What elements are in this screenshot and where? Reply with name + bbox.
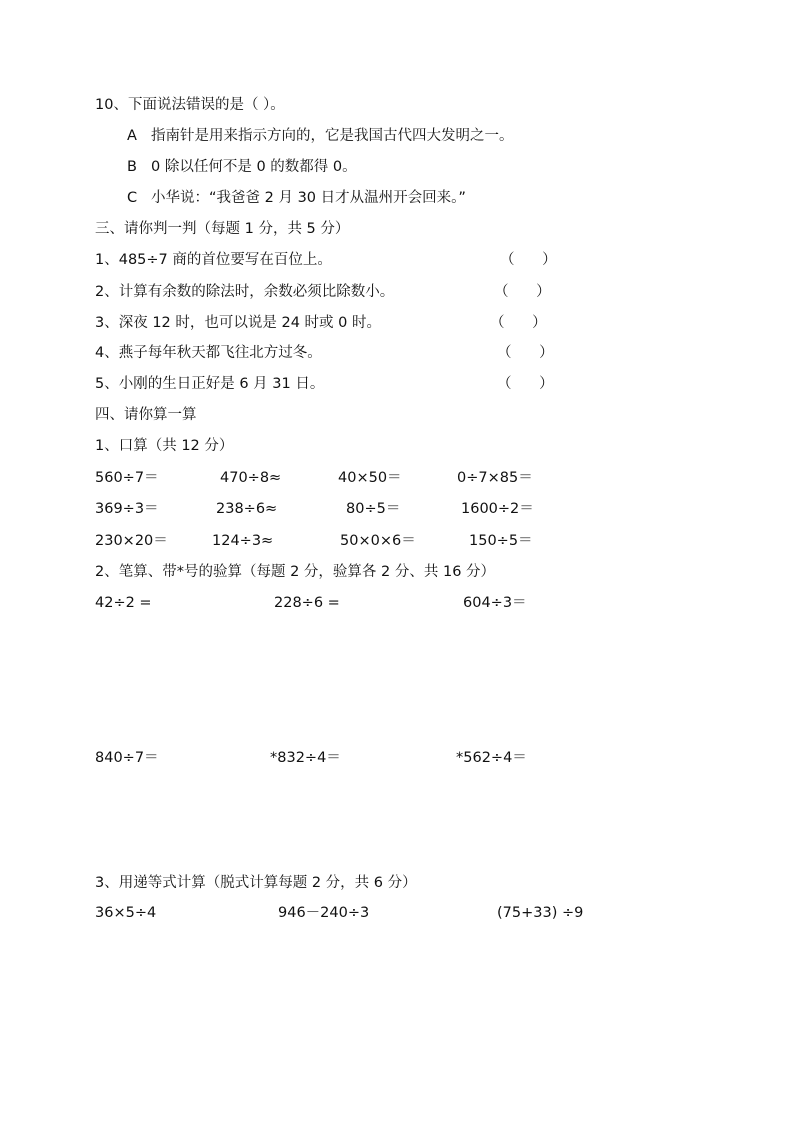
oral-calc-r3-c3: 50×0×6＝ (340, 533, 416, 549)
stepwise-calc-2: 946－240÷3 (278, 905, 370, 921)
written-calc-6: *562÷4＝ (456, 750, 527, 766)
judge-item-4: 4、燕子每年秋天都飞往北方过冬。 (95, 345, 322, 361)
written-calc-1: 42÷2 = (95, 595, 152, 611)
question-10-option-b (127, 157, 357, 177)
judge-answer-blank-3[interactable]: （ ） (490, 315, 547, 331)
option-text: 指南针是用来指示方向的，它是我国古代四大发明之一。 (151, 128, 514, 144)
oral-calc-r3-c1: 230×20＝ (95, 533, 168, 549)
judge-item-3: 3、深夜 12 时，也可以说是 24 时或 0 时。 (95, 315, 382, 331)
oral-calc-r1-c3: 40×50＝ (338, 470, 402, 486)
option-label: A (127, 128, 137, 144)
judge-item-5: 5、小刚的生日正好是 6 月 31 日。 (95, 376, 325, 392)
written-calc-3: 604÷3＝ (463, 595, 527, 611)
oral-calc-title: 1、口算（共 12 分） (95, 438, 234, 454)
oral-calc-r1-c2: 470÷8≈ (220, 470, 282, 486)
option-text: 小华说：“我爸爸 2 月 30 日才从温州开会回来。” (151, 190, 466, 206)
judge-item-1: 1、485÷7 商的首位要写在百位上。 (95, 252, 332, 268)
oral-calc-r1-c4: 0÷7×85＝ (457, 470, 533, 486)
stepwise-calc-title: 3、用递等式计算（脱式计算每题 2 分，共 6 分） (95, 875, 417, 891)
written-calc-4: 840÷7＝ (95, 750, 159, 766)
question-10-option-c (127, 188, 466, 208)
question-10-option-a (127, 126, 514, 146)
judge-answer-blank-4[interactable]: （ ） (497, 345, 554, 361)
oral-calc-r2-c2: 238÷6≈ (216, 501, 278, 517)
option-label: B (127, 159, 137, 175)
stepwise-calc-3: (75+33) ÷9 (497, 905, 584, 921)
oral-calc-r2-c3: 80÷5＝ (346, 501, 401, 517)
oral-calc-r1-c1: 560÷7＝ (95, 470, 159, 486)
stepwise-calc-1: 36×5÷4 (95, 905, 157, 921)
question-10-stem: 10、下面说法错误的是（ ）。 (95, 97, 285, 113)
oral-calc-r2-c1: 369÷3＝ (95, 501, 159, 517)
oral-calc-r2-c4: 1600÷2＝ (461, 501, 534, 517)
judge-answer-blank-5[interactable]: （ ） (497, 376, 554, 392)
section-3-title: 三、请你判一判（每题 1 分，共 5 分） (95, 221, 350, 237)
option-label: C (127, 190, 138, 206)
oral-calc-r3-c4: 150÷5＝ (469, 533, 533, 549)
written-calc-title: 2、笔算、带*号的验算（每题 2 分，验算各 2 分、共 16 分） (95, 564, 496, 580)
judge-item-2: 2、计算有余数的除法时，余数必须比除数小。 (95, 284, 395, 300)
written-calc-2: 228÷6 = (274, 595, 340, 611)
option-text: 0 除以任何不是 0 的数都得 0。 (151, 159, 357, 175)
judge-answer-blank-2[interactable]: （ ） (494, 284, 551, 300)
written-calc-5: *832÷4＝ (270, 750, 341, 766)
oral-calc-r3-c2: 124÷3≈ (212, 533, 274, 549)
section-4-title: 四、请你算一算 (95, 407, 197, 423)
judge-answer-blank-1[interactable]: （ ） (500, 252, 557, 268)
